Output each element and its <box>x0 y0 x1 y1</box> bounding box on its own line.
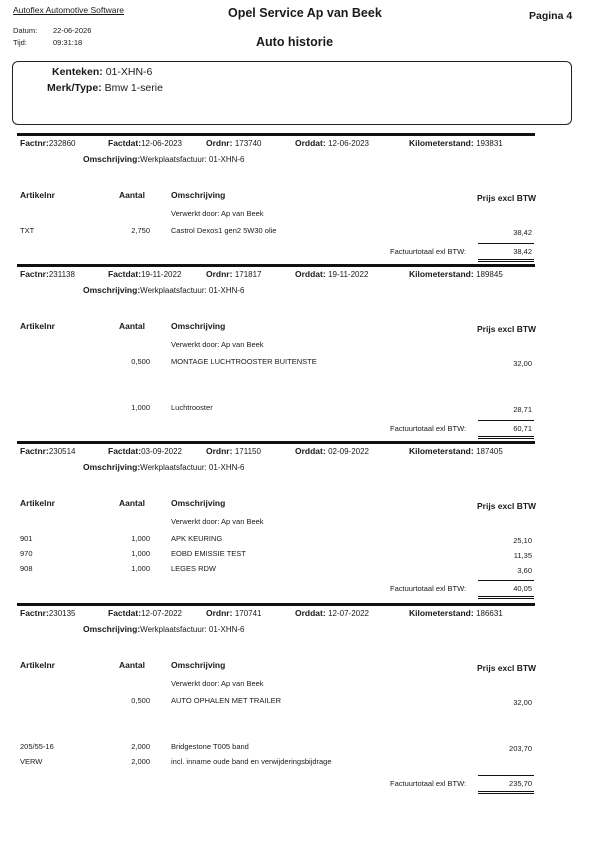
omschrijving-value: Werkplaatsfactuur: 01-XHN-6 <box>140 463 245 472</box>
order-number <box>206 138 262 148</box>
total-label: Factuurtotaal exl BTW: <box>390 584 467 593</box>
total-top-rule <box>478 420 534 421</box>
date-label: Datum: <box>13 26 38 35</box>
order-number <box>206 608 262 618</box>
worker-name: Verwerkt door: Ap van Beek <box>171 340 264 349</box>
invoice-number <box>20 446 76 456</box>
line-price: 25,10 <box>513 536 532 545</box>
factdat-value: 03-09-2022 <box>141 447 182 456</box>
order-date <box>295 446 369 456</box>
company-name: Opel Service Ap van Beek <box>228 6 382 20</box>
order-date <box>295 269 368 279</box>
col-header-aantal: Aantal <box>119 498 145 508</box>
line-description: Bridgestone T005 band <box>171 742 249 751</box>
total-double-rule-1 <box>478 259 534 260</box>
model-row <box>47 82 163 94</box>
ordnr-value: 170741 <box>234 609 262 618</box>
col-header-artikelnr: Artikelnr <box>20 498 55 508</box>
line-description: MONTAGE LUCHTROOSTER BUITENSTE <box>171 357 317 366</box>
factdat-label: Factdat: <box>108 138 142 148</box>
km-value: 193831 <box>476 139 503 148</box>
total-value: 235,70 <box>509 779 532 788</box>
factdat-label: Factdat: <box>108 269 142 279</box>
line-article: TXT <box>20 226 35 235</box>
factnr-label: Factnr: <box>20 269 49 279</box>
total-double-rule-2 <box>478 261 534 262</box>
factnr-value: 230135 <box>48 609 76 618</box>
invoice-date <box>108 138 182 148</box>
doc-title: Auto historie <box>256 35 334 49</box>
orddat-label: Orddat: <box>295 608 329 618</box>
factdat-label: Factdat: <box>108 608 142 618</box>
worker-name: Verwerkt door: Ap van Beek <box>171 517 264 526</box>
worker-name: Verwerkt door: Ap van Beek <box>171 209 264 218</box>
factdat-label: Factdat: <box>108 446 142 456</box>
invoice-top-rule <box>17 603 535 606</box>
ordnr-value: 173740 <box>234 139 262 148</box>
col-header-aantal: Aantal <box>119 660 145 670</box>
line-article: 901 <box>20 534 33 543</box>
omschrijving-label: Omschrijving: <box>83 285 141 295</box>
line-quantity: 0,500 <box>131 357 150 366</box>
col-header-artikelnr: Artikelnr <box>20 321 55 331</box>
invoice-date <box>108 269 181 279</box>
factnr-label: Factnr: <box>20 446 49 456</box>
factnr-label: Factnr: <box>20 608 49 618</box>
worker-name: Verwerkt door: Ap van Beek <box>171 679 264 688</box>
line-price: 38,42 <box>513 228 532 237</box>
mileage <box>409 608 503 618</box>
page-number: Pagina 4 <box>529 10 573 22</box>
ordnr-label: Ordnr: <box>206 608 235 618</box>
time-value: 09:31:18 <box>53 38 83 47</box>
line-price: 28,71 <box>513 405 532 414</box>
ordnr-label: Ordnr: <box>206 446 235 456</box>
omschrijving-label: Omschrijving: <box>83 154 141 164</box>
orddat-label: Orddat: <box>295 446 329 456</box>
order-date <box>295 138 369 148</box>
line-description: incl. inname oude band en verwijderingsbijdrage <box>171 757 332 766</box>
plate-label: Kenteken: <box>52 66 103 78</box>
col-header-omschrijving: Omschrijving <box>171 190 226 200</box>
line-article: VERW <box>20 757 43 766</box>
factnr-value: 232860 <box>48 139 76 148</box>
orddat-value: 12-06-2023 <box>328 139 369 148</box>
km-label: Kilometerstand: <box>409 138 477 148</box>
total-double-rule-2 <box>478 793 534 794</box>
ordnr-value: 171817 <box>234 270 262 279</box>
omschrijving-value: Werkplaatsfactuur: 01-XHN-6 <box>140 155 245 164</box>
col-header-omschrijving: Omschrijving <box>171 498 226 508</box>
orddat-value: 02-09-2022 <box>328 447 369 456</box>
total-value: 60,71 <box>513 424 532 433</box>
col-header-prijs: Prijs excl BTW <box>477 193 537 203</box>
line-quantity: 2,000 <box>131 757 150 766</box>
invoice-description <box>83 462 245 472</box>
total-double-rule-2 <box>478 438 534 439</box>
date-value: 22-06-2026 <box>53 26 92 35</box>
line-quantity: 0,500 <box>131 696 150 705</box>
ordnr-label: Ordnr: <box>206 269 235 279</box>
col-header-prijs: Prijs excl BTW <box>477 501 537 511</box>
plate-value: 01-XHN-6 <box>105 66 153 78</box>
time-label: Tijd: <box>13 38 27 47</box>
km-value: 186631 <box>476 609 503 618</box>
invoice-number <box>20 269 75 279</box>
orddat-label: Orddat: <box>295 269 329 279</box>
line-article: 205/55-16 <box>20 742 54 751</box>
mileage <box>409 138 503 148</box>
line-price: 203,70 <box>509 744 532 753</box>
invoice-top-rule <box>17 133 535 136</box>
omschrijving-value: Werkplaatsfactuur: 01-XHN-6 <box>140 625 245 634</box>
software-name: Autoflex Automotive Software <box>13 5 125 15</box>
col-header-artikelnr: Artikelnr <box>20 660 55 670</box>
factnr-label: Factnr: <box>20 138 49 148</box>
total-top-rule <box>478 243 534 244</box>
mileage <box>409 446 503 456</box>
total-double-rule-1 <box>478 436 534 437</box>
col-header-artikelnr: Artikelnr <box>20 190 55 200</box>
omschrijving-label: Omschrijving: <box>83 462 141 472</box>
factdat-value: 19-11-2022 <box>141 270 182 279</box>
factdat-value: 12-06-2023 <box>141 139 182 148</box>
col-header-aantal: Aantal <box>119 190 145 200</box>
line-quantity: 1,000 <box>131 534 150 543</box>
invoice-top-rule <box>17 264 535 267</box>
line-quantity: 1,000 <box>131 549 150 558</box>
km-value: 189845 <box>476 270 503 279</box>
orddat-value: 19-11-2022 <box>328 270 369 279</box>
line-quantity: 1,000 <box>131 564 150 573</box>
total-value: 40,05 <box>513 584 532 593</box>
ordnr-value: 171150 <box>234 447 261 456</box>
total-value: 38,42 <box>513 247 532 256</box>
model-label: Merk/Type: <box>47 82 102 94</box>
orddat-value: 12-07-2022 <box>328 609 369 618</box>
line-article: 970 <box>20 549 33 558</box>
invoice-description <box>83 624 245 634</box>
model-value: Bmw 1-serie <box>104 82 163 94</box>
line-description: LEGES RDW <box>171 564 217 573</box>
col-header-omschrijving: Omschrijving <box>171 321 226 331</box>
invoice-date <box>108 446 182 456</box>
omschrijving-value: Werkplaatsfactuur: 01-XHN-6 <box>140 286 245 295</box>
factnr-value: 231138 <box>48 270 75 279</box>
total-top-rule <box>478 775 534 776</box>
factdat-value: 12-07-2022 <box>141 609 182 618</box>
line-description: Luchtrooster <box>171 403 213 412</box>
factnr-value: 230514 <box>48 447 76 456</box>
line-price: 3,60 <box>517 566 532 575</box>
invoice-number <box>20 138 76 148</box>
col-header-prijs: Prijs excl BTW <box>477 663 537 673</box>
line-price: 11,35 <box>513 551 532 560</box>
km-value: 187405 <box>476 447 503 456</box>
total-label: Factuurtotaal exl BTW: <box>390 424 467 433</box>
col-header-prijs: Prijs excl BTW <box>477 324 537 334</box>
order-date <box>295 608 369 618</box>
total-double-rule-1 <box>478 596 534 597</box>
order-number <box>206 446 261 456</box>
km-label: Kilometerstand: <box>409 446 477 456</box>
invoice-number <box>20 608 76 618</box>
invoice-description <box>83 154 245 164</box>
km-label: Kilometerstand: <box>409 269 477 279</box>
plate-row <box>52 66 152 78</box>
mileage <box>409 269 503 279</box>
order-number <box>206 269 262 279</box>
line-description: Castrol Dexos1 gen2 5W30 olie <box>171 226 277 235</box>
total-label: Factuurtotaal exl BTW: <box>390 779 467 788</box>
col-header-aantal: Aantal <box>119 321 145 331</box>
total-double-rule-2 <box>478 598 534 599</box>
col-header-omschrijving: Omschrijving <box>171 660 226 670</box>
line-description: APK KEURING <box>171 534 223 543</box>
line-description: AUTO OPHALEN MET TRAILER <box>171 696 282 705</box>
line-description: EOBD EMISSIE TEST <box>171 549 246 558</box>
invoice-top-rule <box>17 441 535 444</box>
line-quantity: 1,000 <box>131 403 150 412</box>
line-price: 32,00 <box>513 359 532 368</box>
line-price: 32,00 <box>513 698 532 707</box>
line-quantity: 2,750 <box>131 226 150 235</box>
omschrijving-label: Omschrijving: <box>83 624 141 634</box>
line-article: 908 <box>20 564 33 573</box>
invoice-date <box>108 608 182 618</box>
ordnr-label: Ordnr: <box>206 138 235 148</box>
line-quantity: 2,000 <box>131 742 150 751</box>
total-double-rule-1 <box>478 791 534 792</box>
invoice-description <box>83 285 245 295</box>
km-label: Kilometerstand: <box>409 608 477 618</box>
orddat-label: Orddat: <box>295 138 329 148</box>
total-top-rule <box>478 580 534 581</box>
total-label: Factuurtotaal exl BTW: <box>390 247 467 256</box>
